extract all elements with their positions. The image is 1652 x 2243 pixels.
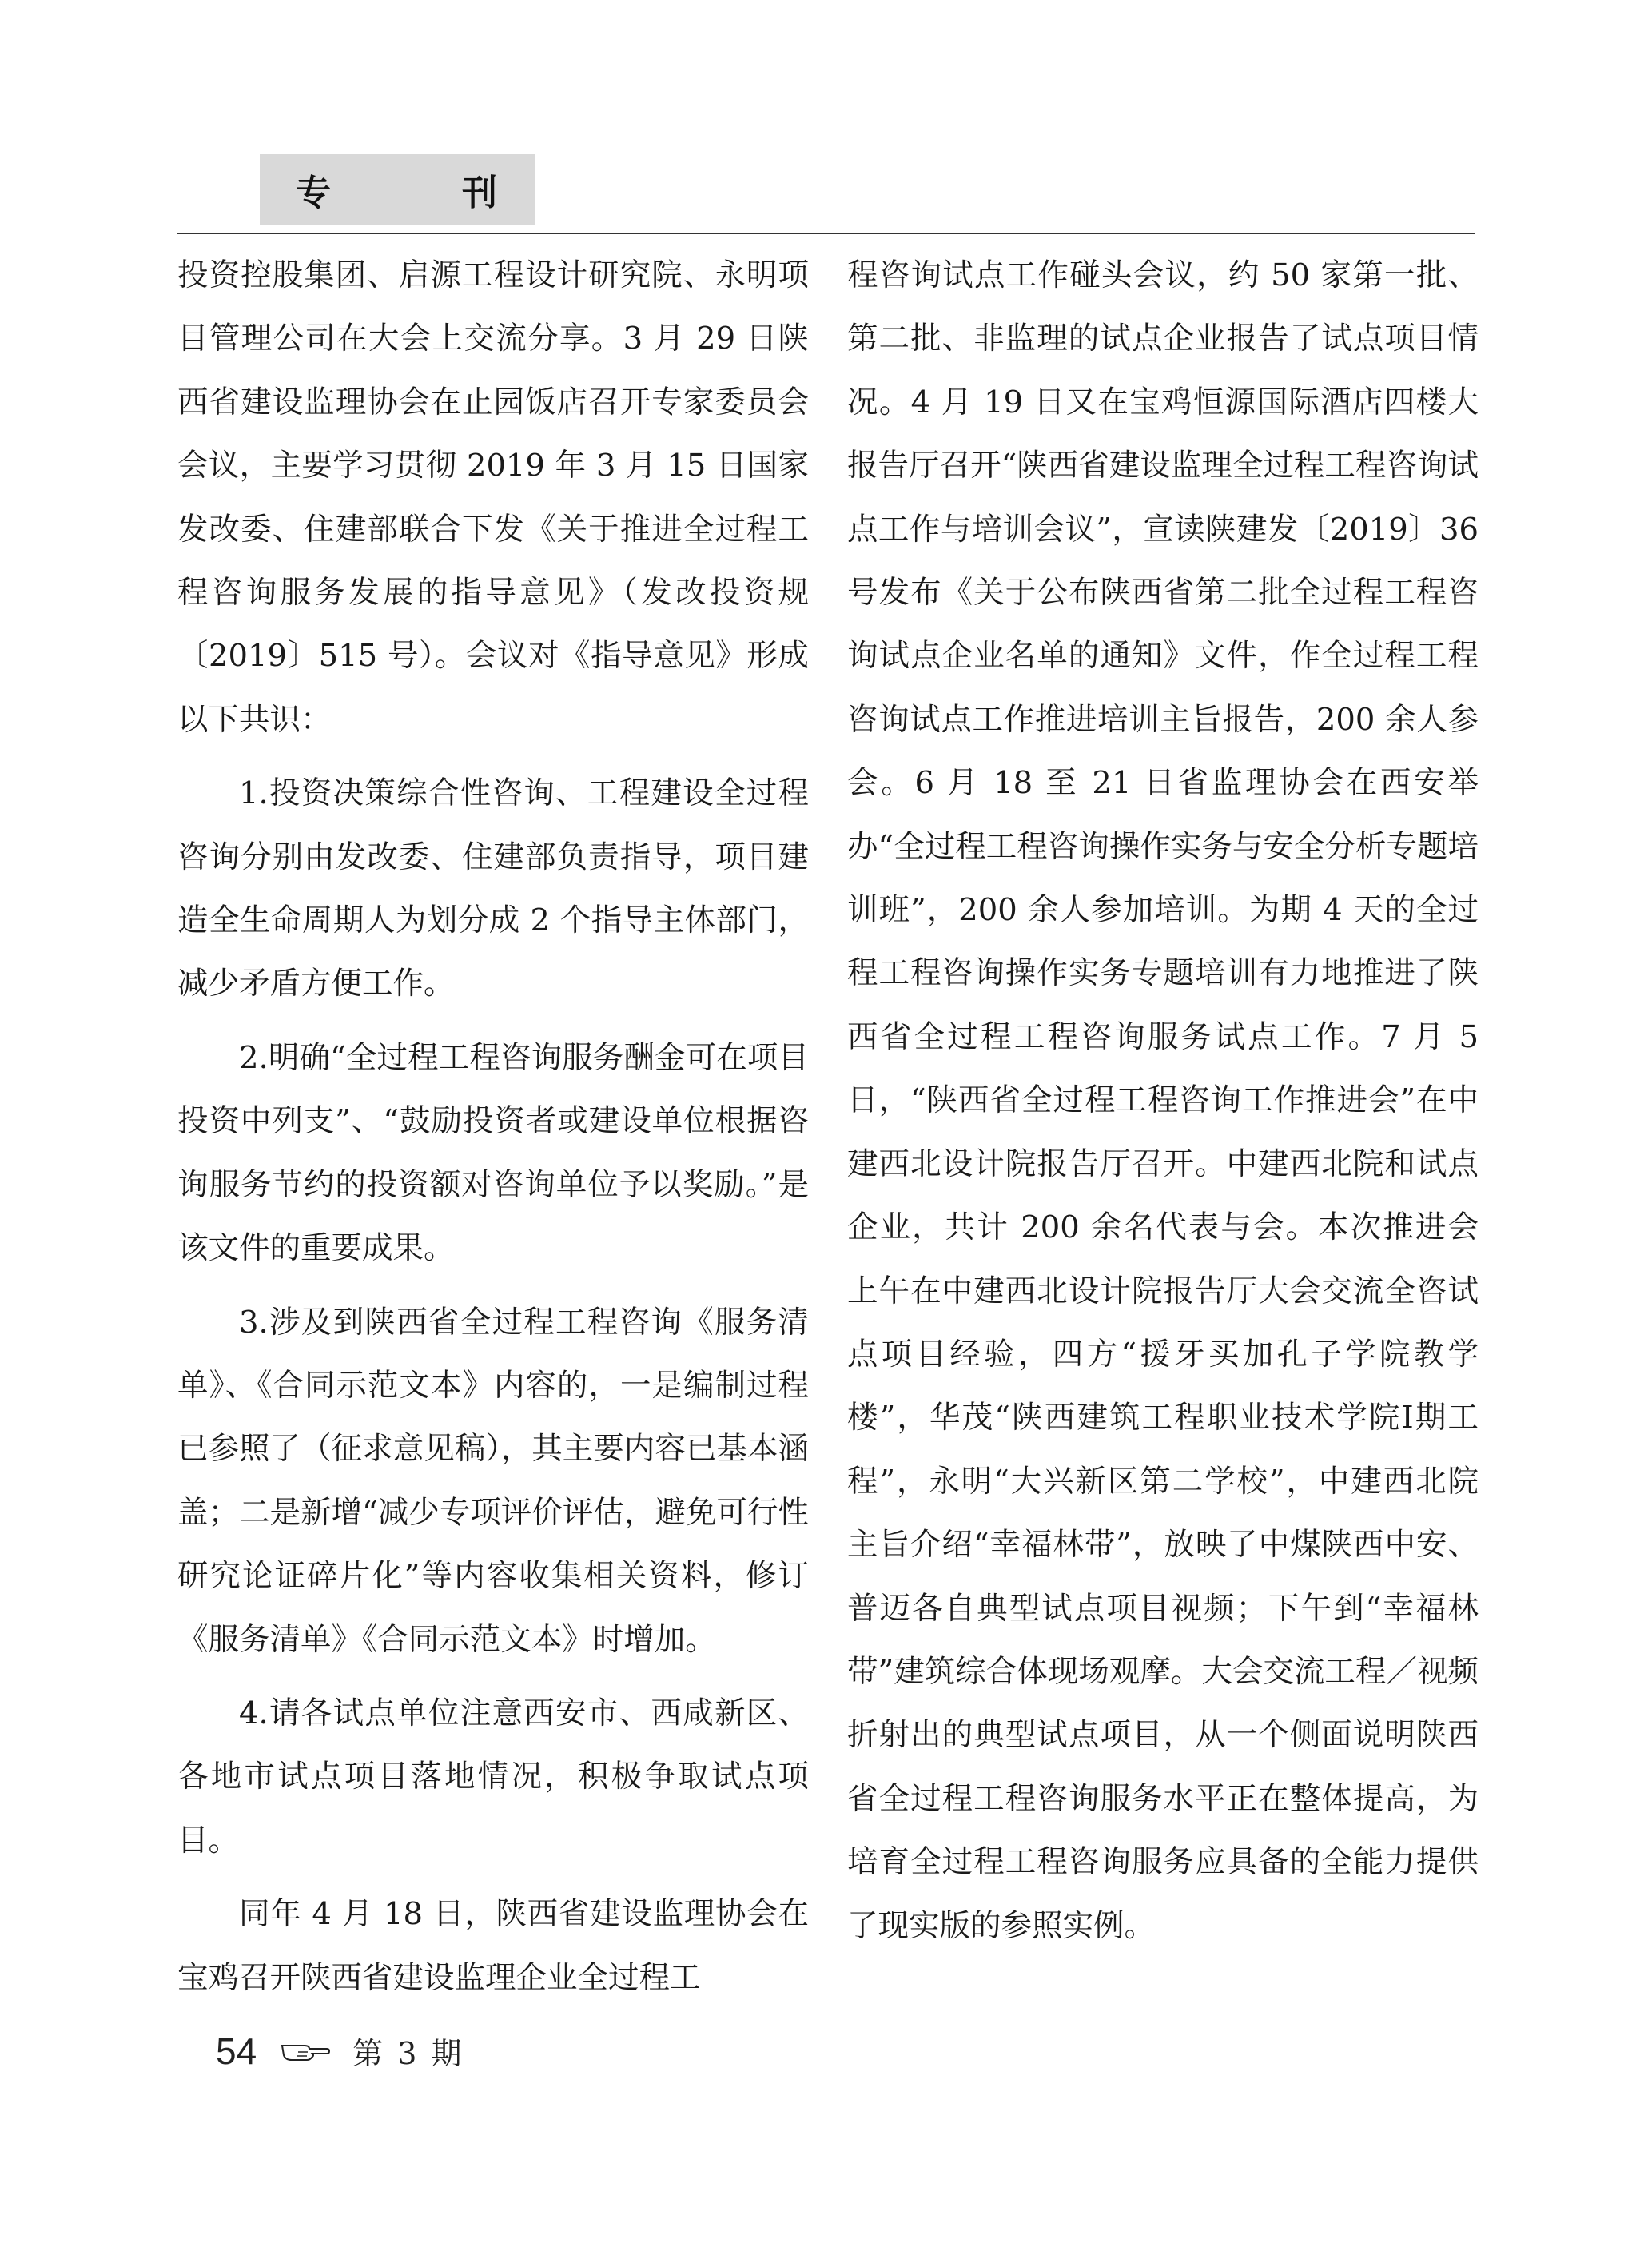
section-title-char-2: 刊 <box>462 173 497 213</box>
section-header-tab <box>260 154 535 225</box>
pointing-hand-icon <box>281 2038 330 2065</box>
page-number: 54 <box>216 2030 257 2072</box>
left-paragraph-5: 4.请各试点单位注意西安市、西咸新区、各地市试点项目落地情况，积极争取试点项目。 <box>177 1695 809 1859</box>
left-column <box>177 244 809 2010</box>
left-paragraph-2: 1.投资决策综合性咨询、工程建设全过程咨询分别由发改委、住建部负责指导，项目建造全生命周期人为划分成 2 个指导主体部门，减少矛盾方便工作。 <box>177 775 809 1002</box>
left-paragraph-3: 2.明确“全过程工程咨询服务酬金可在项目投资中列支”、“鼓励投资者或建设单位根据咨询服务节约的投资额对咨询单位予以奖励。”是该文件的重要成果。 <box>177 1039 809 1267</box>
right-paragraph-1: 程咨询试点工作碰头会议，约 50 家第一批、第二批、非监理的试点企业报告了试点项目情况。4 月 19 日又在宝鸡恒源国际酒店四楼大报告厅召开“陕西省建设监理全过程工程咨询试点工作与培训会议”，宣读陕建发〔2019〕36 号发布《关于公布陕西省第二批全过程工程咨询试点企业名单的通知》文件，作全过程工程咨询试点工作推进培训主旨报告，200 余人参会。6 月 18 至 21 日省监理协会在西安举办“全过程工程咨询操作实务与安全分析专题培训班”，200 余人参加培训。为期 4 天的全过程工程咨询操作实务专题培训有力地推进了陕西省全过程工程咨询服务试点工作。7 月 5 日，“陕西省全过程工程咨询工作推进会”在中建西北设计院报告厅召开。中建西北院和试点企业，共计 200 余名代表与会。本次推进会上午在中建西北设计院报告厅大会交流全咨试点项目经验，四方“援牙买加孔子学院教学楼”，华茂“陕西建筑工程职业技术学院Ⅰ期工程”，永明“大兴新区第二学校”，中建西北院主旨介绍“幸福林带”，放映了中煤陕西中安、普迈各自典型试点项目视频；下午到“幸福林带”建筑综合体现场观摩。大会交流工程／视频折射出的典型试点项目，从一个侧面说明陕西省全过程工程咨询服务水平正在整体提高，为培育全过程工程咨询服务应具备的全能力提供了现实版的参照实例。 <box>847 257 1479 1944</box>
page-footer <box>216 2029 464 2073</box>
left-paragraph-4: 3.涉及到陕西省全过程工程咨询《服务清单》、《合同示范文本》内容的，一是编制过程已参照了（征求意见稿），其主要内容已基本涵盖；二是新增“减少专项评价评估，避免可行性研究论证碎片化”等内容收集相关资料，修订《服务清单》《合同示范文本》时增加。 <box>177 1304 809 1658</box>
section-title-char-1: 专 <box>296 173 331 213</box>
right-column <box>847 244 1479 1958</box>
left-paragraph-6: 同年 4 月 18 日，陕西省建设监理协会在宝鸡召开陕西省建设监理企业全过程工 <box>177 1896 809 1996</box>
issue-label: 第 3 期 <box>352 2036 464 2071</box>
left-paragraph-1: 投资控股集团、启源工程设计研究院、永明项目管理公司在大会上交流分享。3 月 29 日陕西省建设监理协会在止园饭店召开专家委员会会议，主要学习贯彻 2019 年 3 月 15 日国家发改委、住建部联合下发《关于推进全过程工程咨询服务发展的指导意见》（发改投资规〔2019〕515 号）。会议对《指导意见》形成以下共识： <box>177 257 809 738</box>
header-divider <box>177 233 1475 234</box>
